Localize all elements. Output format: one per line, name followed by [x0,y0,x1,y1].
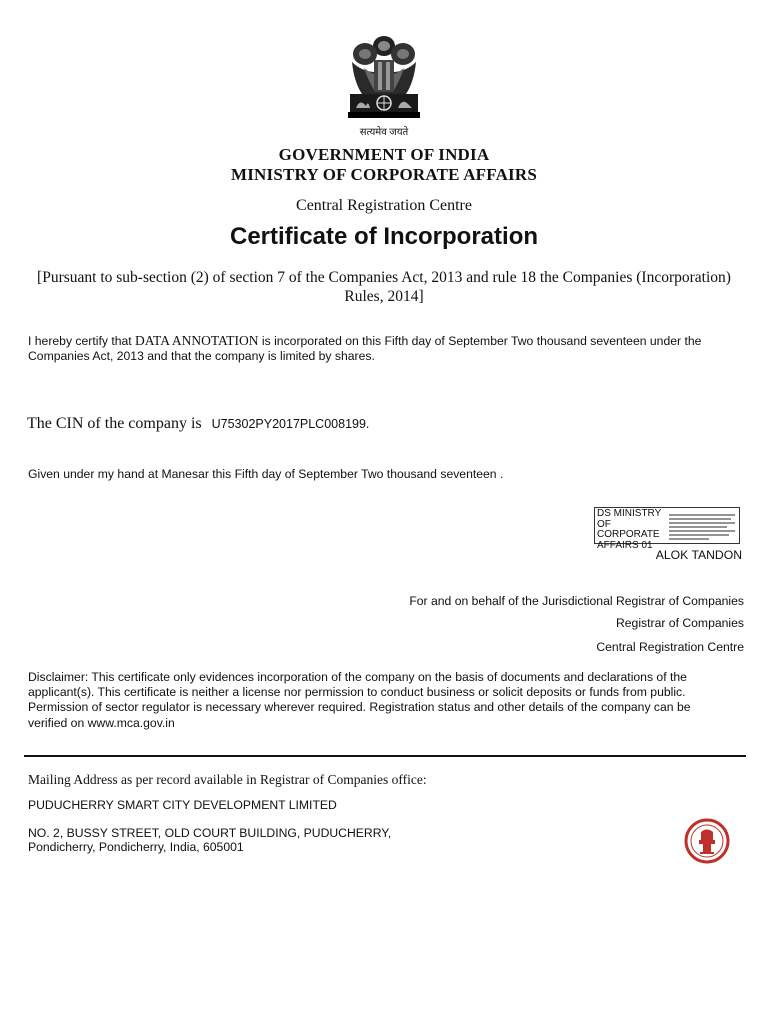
disclaimer-line-3: Permission of sector regulator is necessary wherever required. Registration status and other details of the company can be [28,700,691,715]
cin-label: The CIN of the company is [27,415,202,432]
registration-centre: Central Registration Centre [296,197,472,214]
disclaimer-line-4: verified on www.mca.gov.in [28,715,175,730]
pursuant-line-1: [Pursuant to sub-section (2) of section 7 of the Companies Act, 2013 and rule 18 the Companies (Incorporation) [37,269,731,286]
ministry-heading: MINISTRY OF CORPORATE AFFAIRS [230,165,538,184]
page-title: Certificate of Incorporation [229,223,539,250]
signature-fineprint-icon [669,512,737,542]
disclaimer-line-1: Disclaimer: This certificate only evidences incorporation of the company on the basis of documents and declarations of the [28,670,687,684]
certify-suffix-2: thousand seventeen under the [536,334,702,348]
signer-name: ALOK TANDON [655,548,742,562]
pursuant-line-2: Rules, 2014] [344,288,424,305]
ds-line-1: DS MINISTRY OF [597,508,662,530]
mailing-company-name: PUDUCHERRY SMART CITY DEVELOPMENT LIMITED [28,798,337,812]
company-name-inline: DATA ANNOTATION [135,333,259,348]
cin-value: U75302PY2017PLC008199. [211,417,370,431]
mailing-address-line-2: Pondicherry, Pondicherry, India, 605001 [28,840,244,854]
certification-line-1 [28,333,701,349]
on-behalf-line: For and on behalf of the Jurisdictional Registrar of Companies [409,594,744,608]
registrar-line: Registrar of Companies [615,616,744,630]
divider [24,755,746,757]
mailing-heading: Mailing Address as per record available in Registrar of Companies office: [28,772,427,787]
ds-line-3: AFFAIRS 01 [597,539,653,551]
registrar-seal-icon [684,818,730,864]
given-under-hand: Given under my hand at Manesar this Fifth day of September Two thousand seventeen . [28,467,504,481]
emblem-motto: सत्यमेव जयते [359,127,409,138]
certify-suffix: is incorporated on this Fifth day of September Two [261,334,534,348]
mailing-address-line-1: NO. 2, BUSSY STREET, OLD COURT BUILDING, PUDUCHERRY, [28,826,392,840]
cin-line [27,415,369,433]
digital-signature-box [594,507,740,551]
digital-signature-text [597,509,671,551]
registration-centre-footer: Central Registration Centre [596,640,744,654]
certification-line-2: Companies Act, 2013 and that the company is limited by shares. [28,349,375,363]
certify-prefix: I hereby certify that [28,334,132,348]
disclaimer [28,670,728,731]
disclaimer-line-2: applicant(s). This certificate is neither a license nor permission to conduct business or solicit deposits or funds from public. [28,685,686,700]
government-heading: GOVERNMENT OF INDIA [278,145,490,164]
ds-line-2: CORPORATE [597,529,660,540]
